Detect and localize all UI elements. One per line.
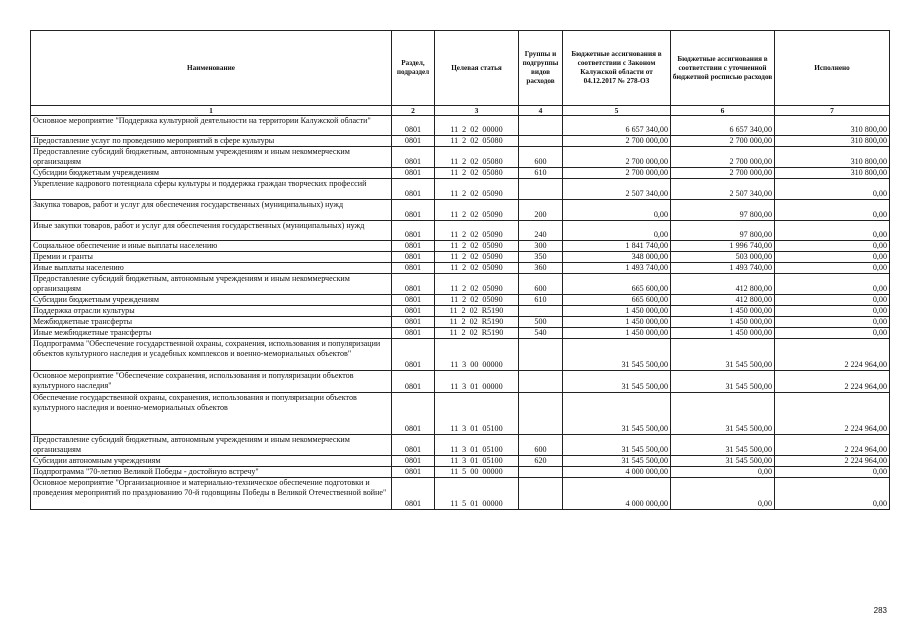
cell-name: Иные межбюджетные трансферты <box>31 328 392 339</box>
cell-law-allocation: 2 700 000,00 <box>563 136 671 147</box>
cell-law-allocation: 31 545 500,00 <box>563 456 671 467</box>
cell-name: Предоставление субсидий бюджетным, автономным учреждениям и иным некоммерческим организациям <box>31 147 392 168</box>
table-row <box>31 328 890 339</box>
cell-section: 0801 <box>392 221 435 241</box>
cell-updated-allocation: 2 700 000,00 <box>671 168 775 179</box>
cell-target-article: 11 3 00 00000 <box>435 339 519 371</box>
table-row <box>31 136 890 147</box>
cell-section: 0801 <box>392 147 435 168</box>
cell-section: 0801 <box>392 478 435 510</box>
cell-expense-group: 300 <box>519 241 563 252</box>
cell-section: 0801 <box>392 295 435 306</box>
cell-name: Поддержка отрасли культуры <box>31 306 392 317</box>
cell-name: Подпрограмма "Обеспечение государственной охраны, сохранения, использования и популяризации объектов культурного наследия и усадебных комплексов и военно-мемориальных объектов" <box>31 339 392 371</box>
cell-expense-group: 610 <box>519 168 563 179</box>
header-name: Наименование <box>31 31 392 106</box>
budget-table-sheet <box>30 30 889 510</box>
cell-law-allocation: 31 545 500,00 <box>563 393 671 435</box>
column-number: 2 <box>392 106 435 116</box>
cell-target-article: 11 2 02 05080 <box>435 136 519 147</box>
table-row <box>31 339 890 371</box>
cell-law-allocation: 0,00 <box>563 221 671 241</box>
cell-section: 0801 <box>392 274 435 295</box>
cell-name: Предоставление услуг по проведению мероприятий в сфере культуры <box>31 136 392 147</box>
cell-section: 0801 <box>392 200 435 221</box>
header-updated-allocations: Бюджетные ассигнования в соответствии с уточненной бюджетной росписью расходов <box>671 31 775 106</box>
table-row <box>31 252 890 263</box>
cell-target-article: 11 5 00 00000 <box>435 467 519 478</box>
cell-updated-allocation: 97 800,00 <box>671 200 775 221</box>
cell-target-article: 11 2 02 05090 <box>435 221 519 241</box>
table-row <box>31 116 890 136</box>
cell-target-article: 11 2 02 05090 <box>435 252 519 263</box>
cell-name: Иные выплаты населению <box>31 263 392 274</box>
cell-executed: 0,00 <box>775 317 890 328</box>
cell-executed: 2 224 964,00 <box>775 339 890 371</box>
column-number: 1 <box>31 106 392 116</box>
cell-executed: 2 224 964,00 <box>775 371 890 393</box>
cell-updated-allocation: 0,00 <box>671 467 775 478</box>
header-law-allocations: Бюджетные ассигнования в соответствии с Законом Калужской области от 04.12.2017 № 278-ОЗ <box>563 31 671 106</box>
cell-target-article: 11 2 02 00000 <box>435 116 519 136</box>
cell-expense-group: 500 <box>519 317 563 328</box>
cell-law-allocation: 31 545 500,00 <box>563 435 671 456</box>
cell-expense-group: 600 <box>519 274 563 295</box>
cell-executed: 0,00 <box>775 241 890 252</box>
cell-updated-allocation: 0,00 <box>671 478 775 510</box>
cell-target-article: 11 2 02 R5190 <box>435 306 519 317</box>
cell-law-allocation: 31 545 500,00 <box>563 371 671 393</box>
cell-executed: 310 800,00 <box>775 136 890 147</box>
table-row <box>31 221 890 241</box>
cell-executed: 0,00 <box>775 274 890 295</box>
cell-updated-allocation: 2 700 000,00 <box>671 136 775 147</box>
column-number: 5 <box>563 106 671 116</box>
cell-executed: 0,00 <box>775 306 890 317</box>
cell-target-article: 11 2 02 05090 <box>435 200 519 221</box>
table-row <box>31 478 890 510</box>
cell-executed: 2 224 964,00 <box>775 435 890 456</box>
cell-updated-allocation: 1 996 740,00 <box>671 241 775 252</box>
cell-updated-allocation: 1 450 000,00 <box>671 328 775 339</box>
column-number: 4 <box>519 106 563 116</box>
cell-section: 0801 <box>392 306 435 317</box>
header-executed: Исполнено <box>775 31 890 106</box>
cell-expense-group: 200 <box>519 200 563 221</box>
cell-executed: 0,00 <box>775 295 890 306</box>
cell-name: Субсидии бюджетным учреждениям <box>31 295 392 306</box>
cell-expense-group: 600 <box>519 147 563 168</box>
column-number-row <box>31 106 890 116</box>
cell-executed: 0,00 <box>775 478 890 510</box>
cell-name: Подпрограмма "70-летию Великой Победы - достойную встречу" <box>31 467 392 478</box>
cell-name: Основное мероприятие "Организационное и материально-техническое обеспечение подготовки и проведения мероприятий по празднованию 70-й годовщины Победы в Великой Отечественной войне" <box>31 478 392 510</box>
header-target-article: Целевая статья <box>435 31 519 106</box>
table-row <box>31 317 890 328</box>
table-row <box>31 393 890 435</box>
cell-updated-allocation: 1 450 000,00 <box>671 317 775 328</box>
header-row <box>31 31 890 106</box>
cell-expense-group: 610 <box>519 295 563 306</box>
column-number: 7 <box>775 106 890 116</box>
cell-name: Премии и гранты <box>31 252 392 263</box>
cell-name: Субсидии бюджетным учреждениям <box>31 168 392 179</box>
cell-expense-group <box>519 116 563 136</box>
cell-executed: 0,00 <box>775 200 890 221</box>
cell-name: Основное мероприятие "Обеспечение сохранения, использования и популяризации объектов культурного наследия" <box>31 371 392 393</box>
page-number: 283 <box>873 606 887 615</box>
cell-target-article: 11 2 02 R5190 <box>435 328 519 339</box>
cell-updated-allocation: 412 800,00 <box>671 295 775 306</box>
cell-executed: 310 800,00 <box>775 116 890 136</box>
cell-law-allocation: 0,00 <box>563 200 671 221</box>
cell-executed: 0,00 <box>775 221 890 241</box>
cell-target-article: 11 5 01 00000 <box>435 478 519 510</box>
table-row <box>31 306 890 317</box>
cell-law-allocation: 348 000,00 <box>563 252 671 263</box>
cell-updated-allocation: 1 450 000,00 <box>671 306 775 317</box>
cell-section: 0801 <box>392 263 435 274</box>
cell-name: Закупка товаров, работ и услуг для обеспечения государственных (муниципальных) нужд <box>31 200 392 221</box>
cell-target-article: 11 2 02 05080 <box>435 147 519 168</box>
column-number: 3 <box>435 106 519 116</box>
cell-target-article: 11 2 02 05090 <box>435 263 519 274</box>
cell-expense-group <box>519 179 563 200</box>
cell-expense-group <box>519 371 563 393</box>
cell-expense-group <box>519 393 563 435</box>
cell-executed: 0,00 <box>775 263 890 274</box>
cell-law-allocation: 665 600,00 <box>563 274 671 295</box>
cell-name: Основное мероприятие "Поддержка культурной деятельности на территории Калужской области" <box>31 116 392 136</box>
cell-name: Иные закупки товаров, работ и услуг для обеспечения государственных (муниципальных) нужд <box>31 221 392 241</box>
cell-expense-group: 600 <box>519 435 563 456</box>
cell-updated-allocation: 31 545 500,00 <box>671 435 775 456</box>
cell-executed: 2 224 964,00 <box>775 393 890 435</box>
cell-executed: 310 800,00 <box>775 168 890 179</box>
cell-law-allocation: 1 841 740,00 <box>563 241 671 252</box>
cell-expense-group: 350 <box>519 252 563 263</box>
cell-name: Обеспечение государственной охраны, сохранения, использования и популяризации объектов культурного наследия и военно-мемориальных объектов <box>31 393 392 435</box>
table-body <box>31 116 890 510</box>
cell-section: 0801 <box>392 168 435 179</box>
cell-section: 0801 <box>392 317 435 328</box>
cell-section: 0801 <box>392 467 435 478</box>
cell-section: 0801 <box>392 136 435 147</box>
table-row <box>31 200 890 221</box>
table-row <box>31 295 890 306</box>
cell-law-allocation: 4 000 000,00 <box>563 467 671 478</box>
cell-section: 0801 <box>392 116 435 136</box>
cell-target-article: 11 2 02 R5190 <box>435 317 519 328</box>
table-row <box>31 147 890 168</box>
cell-target-article: 11 2 02 05090 <box>435 274 519 295</box>
cell-executed: 310 800,00 <box>775 147 890 168</box>
cell-section: 0801 <box>392 241 435 252</box>
table-row <box>31 241 890 252</box>
cell-expense-group: 360 <box>519 263 563 274</box>
cell-law-allocation: 6 657 340,00 <box>563 116 671 136</box>
cell-target-article: 11 3 01 05100 <box>435 393 519 435</box>
cell-updated-allocation: 31 545 500,00 <box>671 371 775 393</box>
cell-updated-allocation: 31 545 500,00 <box>671 456 775 467</box>
cell-section: 0801 <box>392 393 435 435</box>
cell-law-allocation: 31 545 500,00 <box>563 339 671 371</box>
cell-target-article: 11 3 01 05100 <box>435 435 519 456</box>
cell-updated-allocation: 503 000,00 <box>671 252 775 263</box>
cell-expense-group: 540 <box>519 328 563 339</box>
cell-law-allocation: 2 700 000,00 <box>563 147 671 168</box>
cell-target-article: 11 2 02 05090 <box>435 295 519 306</box>
cell-expense-group <box>519 136 563 147</box>
cell-section: 0801 <box>392 371 435 393</box>
cell-target-article: 11 2 02 05090 <box>435 179 519 200</box>
cell-name: Социальное обеспечение и иные выплаты населению <box>31 241 392 252</box>
cell-executed: 0,00 <box>775 252 890 263</box>
cell-section: 0801 <box>392 252 435 263</box>
cell-updated-allocation: 6 657 340,00 <box>671 116 775 136</box>
cell-law-allocation: 1 450 000,00 <box>563 306 671 317</box>
budget-execution-table <box>30 30 890 510</box>
cell-section: 0801 <box>392 435 435 456</box>
column-number: 6 <box>671 106 775 116</box>
cell-expense-group: 620 <box>519 456 563 467</box>
cell-target-article: 11 3 01 05100 <box>435 456 519 467</box>
table-row <box>31 456 890 467</box>
cell-expense-group <box>519 467 563 478</box>
cell-updated-allocation: 2 507 340,00 <box>671 179 775 200</box>
cell-updated-allocation: 31 545 500,00 <box>671 393 775 435</box>
table-row <box>31 435 890 456</box>
header-expense-group: Группы и подгруппы видов расходов <box>519 31 563 106</box>
cell-expense-group: 240 <box>519 221 563 241</box>
cell-section: 0801 <box>392 339 435 371</box>
cell-target-article: 11 3 01 00000 <box>435 371 519 393</box>
cell-law-allocation: 1 493 740,00 <box>563 263 671 274</box>
table-row <box>31 179 890 200</box>
cell-section: 0801 <box>392 456 435 467</box>
cell-executed: 0,00 <box>775 467 890 478</box>
cell-law-allocation: 4 000 000,00 <box>563 478 671 510</box>
cell-name: Межбюджетные трансферты <box>31 317 392 328</box>
cell-target-article: 11 2 02 05090 <box>435 241 519 252</box>
table-row <box>31 371 890 393</box>
cell-updated-allocation: 412 800,00 <box>671 274 775 295</box>
cell-executed: 0,00 <box>775 179 890 200</box>
cell-updated-allocation: 1 493 740,00 <box>671 263 775 274</box>
cell-expense-group <box>519 339 563 371</box>
table-row <box>31 274 890 295</box>
cell-section: 0801 <box>392 179 435 200</box>
cell-law-allocation: 2 507 340,00 <box>563 179 671 200</box>
cell-law-allocation: 2 700 000,00 <box>563 168 671 179</box>
cell-section: 0801 <box>392 328 435 339</box>
cell-name: Субсидии автономным учреждениям <box>31 456 392 467</box>
cell-expense-group <box>519 306 563 317</box>
cell-law-allocation: 1 450 000,00 <box>563 328 671 339</box>
cell-updated-allocation: 97 800,00 <box>671 221 775 241</box>
cell-executed: 2 224 964,00 <box>775 456 890 467</box>
cell-name: Предоставление субсидий бюджетным, автономным учреждениям и иным некоммерческим организациям <box>31 274 392 295</box>
cell-updated-allocation: 2 700 000,00 <box>671 147 775 168</box>
table-row <box>31 263 890 274</box>
cell-name: Предоставление субсидий бюджетным, автономным учреждениям и иным некоммерческим организациям <box>31 435 392 456</box>
table-row <box>31 168 890 179</box>
cell-law-allocation: 1 450 000,00 <box>563 317 671 328</box>
header-section: Раздел, подраздел <box>392 31 435 106</box>
cell-target-article: 11 2 02 05080 <box>435 168 519 179</box>
cell-law-allocation: 665 600,00 <box>563 295 671 306</box>
table-row <box>31 467 890 478</box>
cell-name: Укрепление кадрового потенциала сферы культуры и поддержка граждан творческих профессий <box>31 179 392 200</box>
cell-executed: 0,00 <box>775 328 890 339</box>
cell-expense-group <box>519 478 563 510</box>
cell-updated-allocation: 31 545 500,00 <box>671 339 775 371</box>
